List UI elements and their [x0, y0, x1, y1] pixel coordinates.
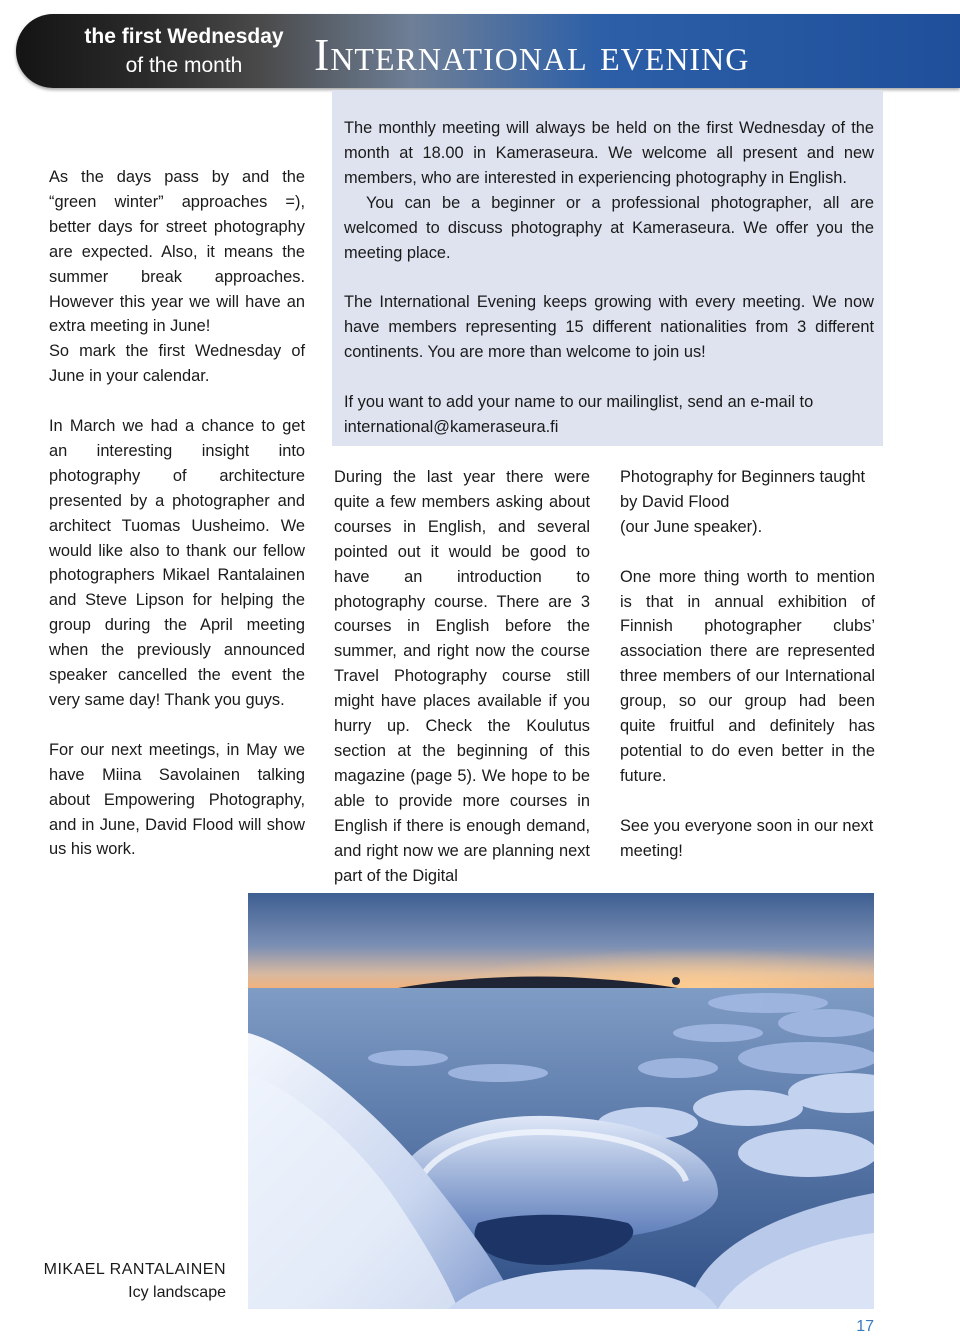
info-paragraph-2: The International Evening keeps growing with every meeting. We now have members representing 15 different nationalities from 3 different continents. You are more than welcome to join us!: [344, 293, 874, 362]
left-paragraph-2: In March we had a chance to get an interesting insight into photography of architecture presented by a photographer and architect Tuomas Uusheimo. We would like also to thank our fellow photographers Mikael Rantalainen and Steve Lipson for helping the group during the April meeting when the previously announced speaker cancelled the event the very same day! Thank you guys.: [49, 417, 305, 710]
info-paragraph-1: [344, 116, 874, 265]
header-banner: [16, 14, 960, 88]
middle-column: [334, 465, 590, 913]
photo-title: Icy landscape: [128, 1284, 226, 1301]
page-title: International evening: [314, 29, 750, 80]
info-paragraph-3: If you want to add your name to our mailinglist, send an e-mail to international@kameraseura.fi: [344, 392, 814, 436]
info-paragraph-1-continued: You can be a beginner or a professional photographer, all are welcomed to discuss photography at Kameraseura. We offer you the meeting place.: [344, 193, 874, 262]
photo-credit: MIKAEL RANTALAINEN: [43, 1261, 226, 1278]
header-subtitle-line2: of the month: [125, 54, 243, 77]
left-paragraph-1-reminder: So mark the first Wednesday of June in your calendar.: [49, 342, 305, 386]
right-paragraph-1-text: Photography for Beginners taught by David Flood: [620, 468, 866, 511]
left-paragraph-1-text: As the days pass by and the “green winter” approaches =), better days for street photography are expected. Also, it means the summer break approaches. However this year we will have an extra meeting in June!: [49, 168, 305, 336]
right-paragraph-3: See you everyone soon in our next meeting!: [620, 816, 874, 860]
page-number: 17: [856, 1318, 874, 1335]
right-paragraph-2: One more thing worth to mention is that in annual exhibition of Finnish photographer clubs’ association there are represented three members of our International group, so our group had been quite fruitful and definitely has potential to do even better in the future.: [620, 567, 875, 785]
right-paragraph-1: [620, 465, 875, 540]
info-paragraph-1-text: The monthly meeting will always be held on the first Wednesday of the month at 18.00 in Kameraseura. We welcome all present and new members, who are interested in experiencing photography in English.: [344, 119, 874, 187]
left-paragraph-3: For our next meetings, in May we have Miina Savolainen talking about Empowering Photography, and in June, David Flood will show us his work.: [49, 740, 305, 859]
icy-landscape-photo: [248, 893, 874, 1309]
info-box: [332, 90, 883, 446]
middle-paragraph-1: During the last year there were quite a few members asking about courses in English, and several pointed out it would be good to have an introduction to photography course. There are 3 courses in English before the summer, and right now the course Travel Photography course still might have places available if you hurry up. Check the Koulutus section at the beginning of this magazine (page 5). We hope to be able to provide more courses in English if there is enough demand, and right now we are planning next part of the Digital: [334, 468, 590, 885]
right-paragraph-1-note: (our June speaker).: [620, 517, 763, 536]
icy-landscape-illustration: [248, 893, 874, 1309]
left-paragraph-1: [49, 165, 305, 389]
header-subtitle-line1: the first Wednesday: [84, 25, 284, 48]
header-subtitle: [64, 22, 304, 80]
left-column: [49, 165, 305, 887]
photo-caption: [40, 1258, 226, 1304]
info-box-content: [344, 116, 874, 465]
right-column: [620, 465, 875, 888]
